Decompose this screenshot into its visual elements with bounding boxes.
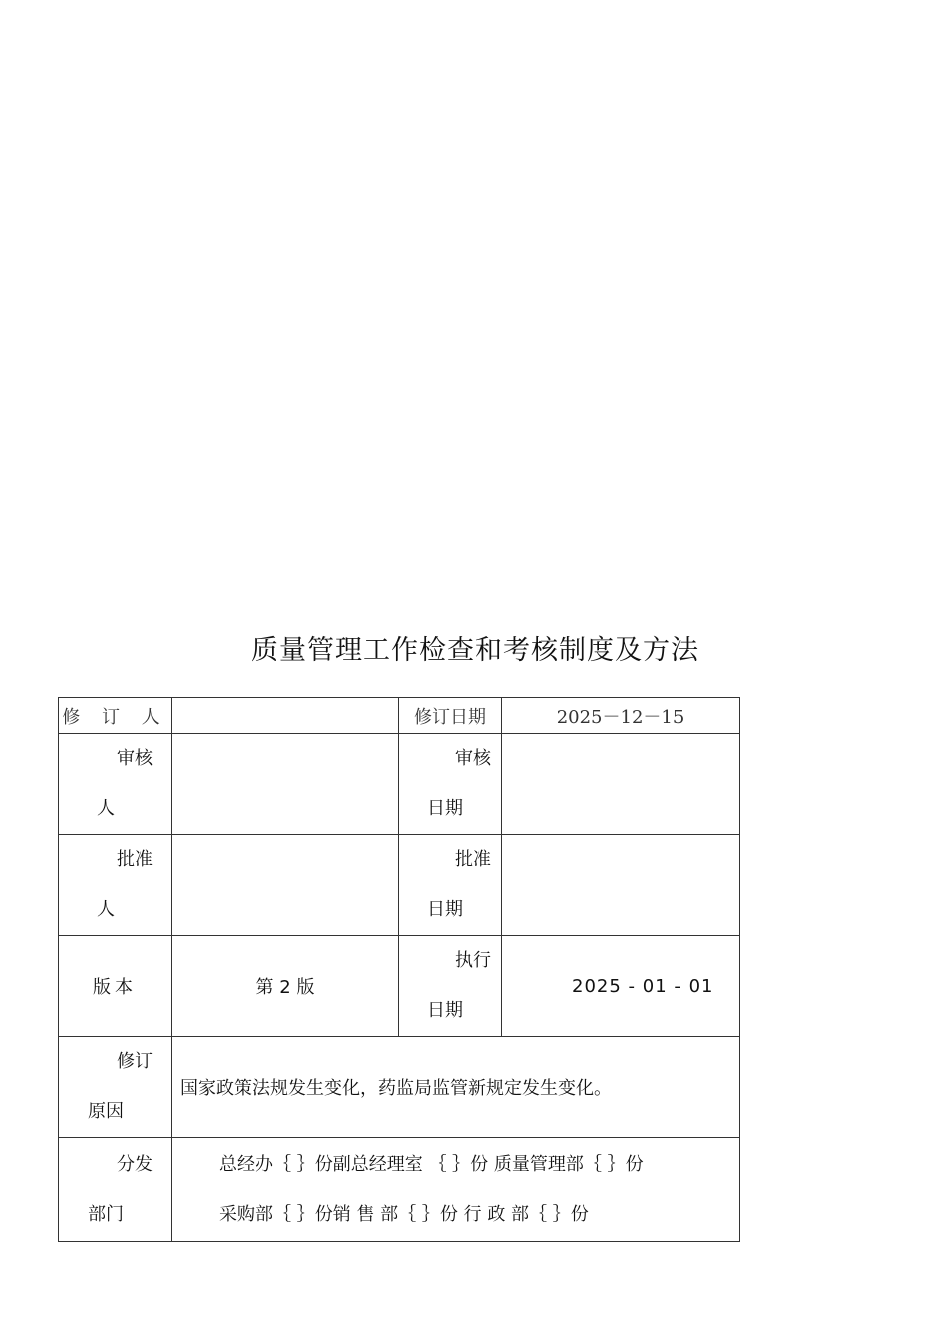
reason-value: 国家政策法规发生变化，药监局监管新规定发生变化。 <box>172 1037 740 1138</box>
exec-date-value: 2025 - 01 - 01 <box>502 936 740 1037</box>
review-date-label-line1: 审核 <box>455 748 491 769</box>
reviewer-label <box>59 734 172 835</box>
distribution-line-2: 采购部｛ ｝份销 售 部｛ ｝份 行 政 部｛ ｝份 <box>219 1203 589 1225</box>
reason-label-line1: 修订 <box>117 1051 153 1072</box>
reviser-label: 修 订 人 <box>59 698 172 734</box>
distribution-label <box>59 1138 172 1242</box>
document-title: 质量管理工作检查和考核制度及方法 <box>251 635 699 666</box>
revision-table <box>58 697 740 1242</box>
distribution-line-1: 总经办｛ ｝份副总经理室 ｛ ｝份 质量管理部｛ ｝份 <box>219 1153 644 1175</box>
reviewer-label-line2: 人 <box>97 798 115 819</box>
reviewer-value <box>172 734 399 835</box>
reason-label <box>59 1037 172 1138</box>
reviewer-label-line1: 审核 <box>117 748 153 769</box>
table-row <box>59 835 740 936</box>
approve-date-label-line1: 批准 <box>455 849 491 870</box>
reviser-value <box>172 698 399 734</box>
approver-label <box>59 835 172 936</box>
table-row <box>59 698 740 734</box>
revision-date-label: 修订日期 <box>399 698 502 734</box>
distribution-label-line2: 部门 <box>88 1203 124 1225</box>
review-date-label <box>399 734 502 835</box>
version-value: 第 2 版 <box>172 936 399 1037</box>
approve-date-value <box>502 835 740 936</box>
exec-date-label <box>399 936 502 1037</box>
table-row <box>59 936 740 1037</box>
approver-label-line2: 人 <box>97 899 115 920</box>
revision-date-value: 2025－12－15 <box>502 698 740 734</box>
approve-date-label-line2: 日期 <box>427 899 463 920</box>
exec-date-label-line1: 执行 <box>455 950 491 971</box>
version-label: 版本 <box>59 936 172 1037</box>
reason-label-line2: 原因 <box>88 1101 124 1122</box>
review-date-label-line2: 日期 <box>427 798 463 819</box>
exec-date-label-line2: 日期 <box>427 1000 463 1021</box>
table-row <box>59 1037 740 1138</box>
approve-date-label <box>399 835 502 936</box>
distribution-label-line1: 分发 <box>117 1153 153 1175</box>
table-row <box>59 1138 740 1242</box>
table-row <box>59 734 740 835</box>
approver-value <box>172 835 399 936</box>
review-date-value <box>502 734 740 835</box>
distribution-departments <box>172 1138 740 1242</box>
approver-label-line1: 批准 <box>117 849 153 870</box>
